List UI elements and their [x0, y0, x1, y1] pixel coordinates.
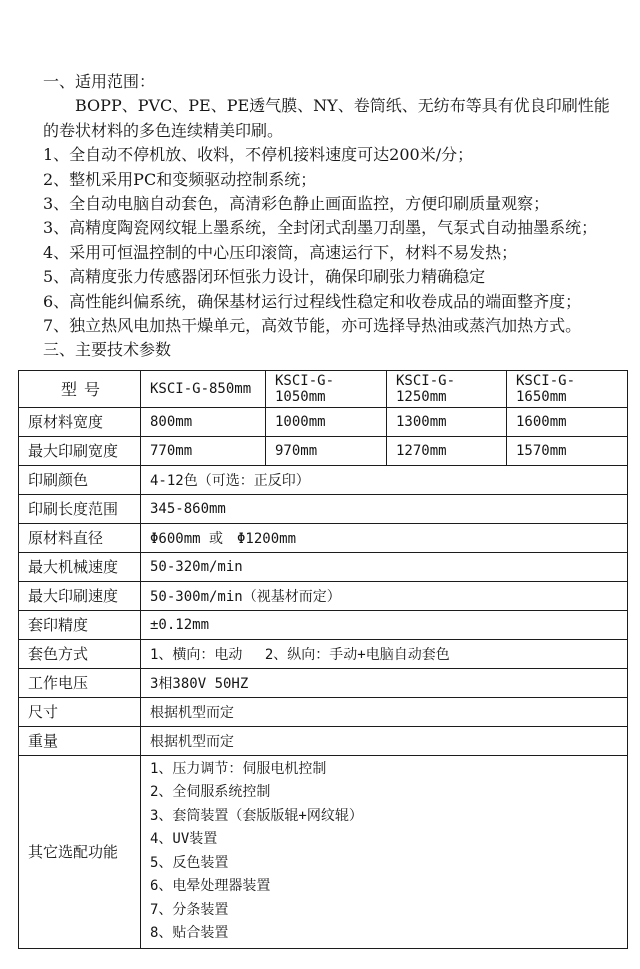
table-row-max-print-speed	[19, 581, 628, 610]
model-cell-2: KSCI-G-1050mm	[266, 370, 387, 407]
cell-value: 50-320m/min	[141, 552, 628, 581]
feature-item-1: 1、全自动不停机放、收料，不停机接料速度可达200米/分；	[43, 145, 474, 165]
cell-value: 345-860mm	[141, 494, 628, 523]
table-row-optional-features	[19, 755, 628, 948]
cell-value: 1300mm	[387, 407, 507, 436]
model-cell-3: KSCI-G-1250mm	[387, 370, 507, 407]
table-row-header	[19, 370, 628, 407]
table-row-material-width	[19, 407, 628, 436]
model-cell-4: KSCI-G-1650mm	[507, 370, 628, 407]
feature-item-6: 5、高精度张力传感器闭环恒张力设计，确保印刷张力精确稳定	[43, 267, 486, 287]
cell-value: Φ600mm 或 Φ1200mm	[141, 523, 628, 552]
table-row-register-method	[19, 639, 628, 668]
feature-item-8: 7、独立热风电加热干燥单元，高效节能，亦可选择导热油或蒸汽加热方式。	[43, 316, 582, 336]
feature-item-5: 4、采用可恒温控制的中心压印滚筒，高速运行下，材料不易发热；	[43, 242, 518, 262]
row-label: 套色方式	[19, 639, 141, 668]
feature-item-3: 3、全自动电脑自动套色，高清彩色静止画面监控，方便印刷质量观察；	[43, 194, 550, 214]
intro-section	[0, 0, 640, 363]
intro-paragraph: BOPP、PVC、PE、PE透气膜、NY、卷筒纸、无纺布等具有优良印刷性能的卷状材料的多色连续精美印刷。	[43, 96, 610, 140]
option-item-6: 6、电晕处理器装置	[150, 878, 271, 895]
feature-item-2: 2、整机采用PC和变频驱动控制系统；	[43, 169, 317, 189]
row-label: 原材料宽度	[19, 407, 141, 436]
option-item-1: 1、压力调节：伺服电机控制	[150, 760, 327, 777]
cell-value: 1000mm	[266, 407, 387, 436]
table-row-dimensions	[19, 697, 628, 726]
option-item-7: 7、分条装置	[150, 901, 229, 918]
cell-value: 根据机型而定	[141, 697, 628, 726]
cell-value: 1270mm	[387, 436, 507, 465]
option-item-4: 4、UV装置	[150, 831, 218, 848]
table-row-weight	[19, 726, 628, 755]
cell-value: 4-12色（可选：正反印）	[141, 465, 628, 494]
cell-value: 50-300m/min（视基材而定）	[141, 581, 628, 610]
row-label: 套印精度	[19, 610, 141, 639]
row-label: 印刷颜色	[19, 465, 141, 494]
section-heading-parameters: 三、主要技术参数	[43, 340, 172, 360]
feature-item-4: 3、高精度陶瓷网纹辊上墨系统，全封闭式刮墨刀刮墨，气泵式自动抽墨系统；	[43, 218, 598, 238]
row-label: 其它选配功能	[19, 755, 141, 948]
cell-options-list	[141, 755, 628, 948]
table-row-register-precision	[19, 610, 628, 639]
row-label: 最大印刷速度	[19, 581, 141, 610]
cell-value: 800mm	[141, 407, 266, 436]
row-label: 工作电压	[19, 668, 141, 697]
row-label: 印刷长度范围	[19, 494, 141, 523]
option-item-3: 3、套筒装置（套版版辊+网纹辊）	[150, 807, 363, 824]
option-item-8: 8、贴合装置	[150, 925, 229, 942]
cell-value: 3相380V 50HZ	[141, 668, 628, 697]
table-row-material-diameter	[19, 523, 628, 552]
table-row-working-voltage	[19, 668, 628, 697]
table-row-max-mech-speed	[19, 552, 628, 581]
option-item-2: 2、全伺服系统控制	[150, 784, 271, 801]
option-item-5: 5、反色装置	[150, 854, 229, 871]
row-label: 最大印刷宽度	[19, 436, 141, 465]
cell-value: 1600mm	[507, 407, 628, 436]
row-label: 最大机械速度	[19, 552, 141, 581]
table-row-print-length-range	[19, 494, 628, 523]
table-row-print-colors	[19, 465, 628, 494]
section-heading-scope: 一、适用范围：	[43, 72, 156, 91]
row-label: 尺寸	[19, 697, 141, 726]
row-label: 原材料直径	[19, 523, 141, 552]
cell-value: 1570mm	[507, 436, 628, 465]
table-row-max-print-width	[19, 436, 628, 465]
cell-value: 根据机型而定	[141, 726, 628, 755]
header-label-model: 型 号	[19, 370, 141, 407]
cell-value: 1、横向：电动 2、纵向：手动+电脑自动套色	[141, 639, 628, 668]
feature-item-7: 6、高性能纠偏系统，确保基材运行过程线性稳定和收卷成品的端面整齐度；	[43, 291, 582, 311]
model-cell-1: KSCI-G-850mm	[141, 370, 266, 407]
cell-value: 970mm	[266, 436, 387, 465]
row-label: 重量	[19, 726, 141, 755]
cell-value: 770mm	[141, 436, 266, 465]
cell-value: ±0.12mm	[141, 610, 628, 639]
spec-table	[18, 370, 628, 949]
